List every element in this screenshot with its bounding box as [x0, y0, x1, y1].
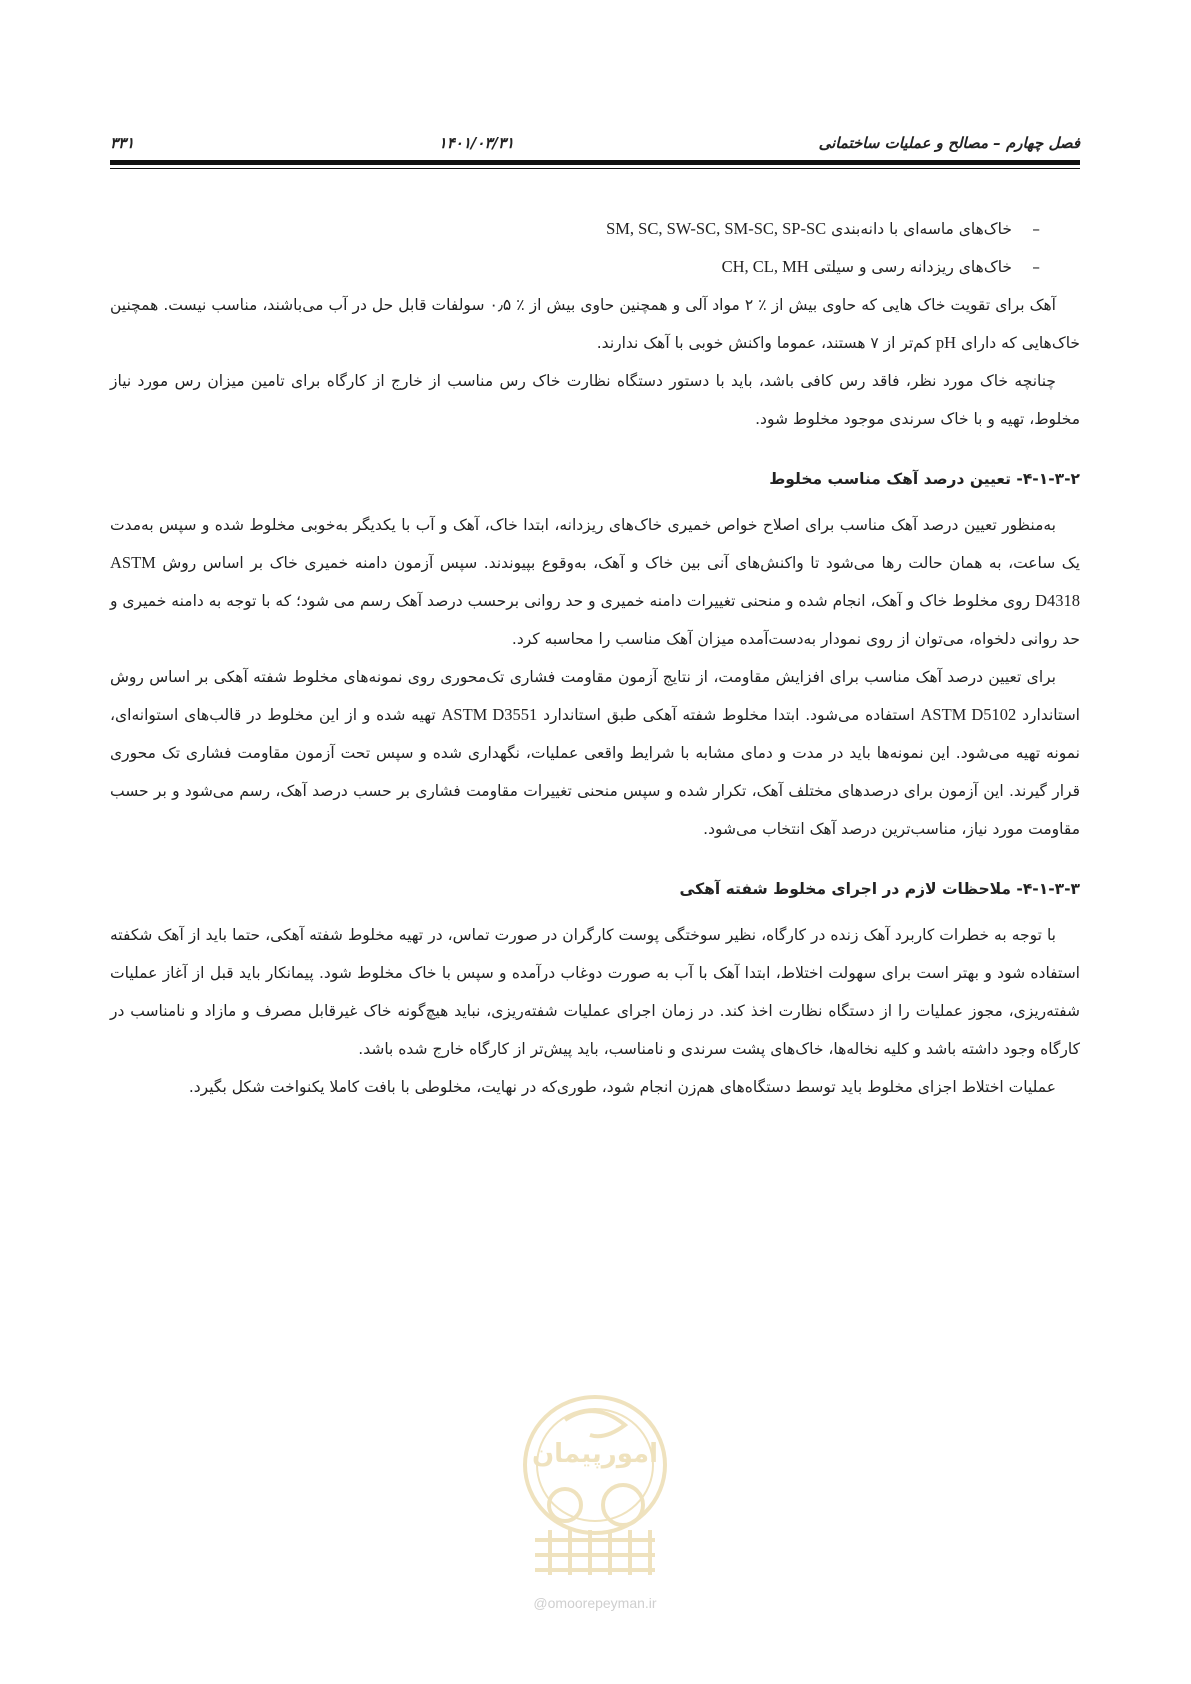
soil-codes: SM, SC, SW-SC, SM-SC, SP-SC	[606, 219, 827, 238]
paragraph	[110, 658, 1080, 848]
watermark-logo-icon	[495, 1380, 695, 1580]
page-date: ۱۴۰۱/۰۳/۳۱	[438, 134, 515, 152]
section-heading: ۴-۱-۳-۳- ملاحظات لازم در اجرای مخلوط شفته آهکی	[679, 880, 1080, 898]
paragraph-text: به‌منظور تعیین درصد آهک مناسب برای اصلاح خواص خمیری خاک‌های ریزدانه، ابتدا خاک، آهک و آب با یکدیگر به‌خوبی مخلوط شده و سپس به‌مدت یک ساعت، به همان حالت رها می‌شود تا واکنش‌های آنی بین خاک و آهک، به‌وقوع بپیوندند. سپس آزمون دامنه خمیری خاک بر اساس روش	[110, 516, 1080, 572]
paragraph	[110, 286, 1080, 362]
page-number: ۳۳۱	[110, 134, 135, 152]
watermark-url: @omoorepeyman.ir	[533, 1595, 657, 1611]
paragraph-text: تهیه شده و از این مخلوط در قالب‌های استوانه‌ای، نمونه تهیه می‌شود. این نمونه‌ها باید در مدت و دمای مشابه با شرایط واقعی عملیات، نگهداری شده و سپس تحت آزمون مقاومت فشاری تک محوری قرار گیرند. این آزمون برای درصدهای مختلف آهک، تکرار شده و سپس منحنی تغییرات مقاومت فشاری بر حسب درصد آهک، رسم می‌شود و بر حسب مقاومت مورد نیاز، مناسب‌ترین درصد آهک انتخاب می‌شود.	[110, 706, 1080, 838]
ph-term: pH	[935, 333, 957, 352]
list-item	[110, 248, 1080, 286]
paragraph-text: استفاده می‌شود. ابتدا مخلوط شفته آهکی طبق استاندارد	[543, 706, 915, 724]
soil-codes: CH, CL, MH	[721, 257, 809, 276]
paragraph-text: آهک برای تقویت خاک هایی که حاوی بیش از ٪ ۲ مواد آلی و همچنین حاوی بیش از ٪ ۰٫۵ سولفات‌ قابل حل در آب می‌باشند، مناسب نیست. همچنین خاک‌هایی که دارای	[110, 296, 1080, 352]
paragraph-text: کم‌تر از ۷ هستند، عموما واکنش خوبی با آهک ندارند.	[596, 334, 931, 352]
dash-bullet-icon: –	[1032, 258, 1040, 276]
paragraph	[110, 506, 1080, 658]
header-rule	[110, 160, 1080, 165]
paragraph-text: روی مخلوط خاک و آهک، انجام شده و منحنی تغییرات دامنه خمیری و حد روانی برحسب درصد آهک رسم می شود؛ که با توجه به دامنه خمیری و حد روانی دلخواه، می‌توان از روی نمودار به‌دست‌آمده میزان آهک مناسب را محاسبه کرد.	[110, 592, 1080, 648]
list-item-text: خاک‌های ماسه‌ای با دانه‌بندی	[831, 220, 1012, 238]
soil-type-list	[110, 210, 1080, 286]
paragraph: چنانچه خاک مورد نظر، فاقد رس کافی باشد، باید با دستور دستگاه نظارت خاک رس مناسب از خارج از کارگاه برای تامین میزان رس مورد نیاز مخلوط، تهیه و با خاک سرندی موجود مخلوط شود.	[110, 372, 1080, 428]
standard-code: ASTM D4318	[110, 553, 1080, 610]
watermark-brand: امورپیمان	[531, 1439, 659, 1469]
list-item	[110, 210, 1080, 248]
standard-code: ASTM D3551	[441, 705, 538, 724]
section-heading: ۴-۱-۳-۲- تعیین درصد آهک مناسب مخلوط	[769, 470, 1080, 488]
list-item-text: خاک‌های ریزدانه رسی و سیلتی	[813, 258, 1012, 276]
paragraph: با توجه به خطرات کاربرد آهک زنده در کارگاه، نظیر سوختگی پوست کارگران در صورت تماس، در تهیه مخلوط شفته آهکی، حتما باید از آهک شکفته استفاده شود و بهتر است برای سهولت اختلاط، ابتدا آهک با آب به صورت دوغاب درآمده و سپس با خاک مخلوط شود. پیمانکار باید قبل از آغاز عملیات شفته‌ریزی، مجوز عملیات را از دستگاه نظارت اخذ کند. در زمان اجرای عملیات شفته‌ریزی، نباید هیچ‌گونه خاک غیرقابل مصرف و مازاد و نامناسب در کارگاه وجود داشته باشد و کلیه نخاله‌ها، خاک‌های پشت سرندی و نامناسب، باید پیش‌تر از کارگاه خارج شده باشد.	[110, 926, 1080, 1058]
document-body	[110, 210, 1080, 1106]
chapter-title: فصل چهارم – مصالح و عملیات ساختمانی	[818, 134, 1080, 152]
dash-bullet-icon: –	[1032, 220, 1040, 238]
header-rule-thin	[110, 168, 1080, 169]
paragraph-text: برای تعیین درصد آهک مناسب برای افزایش مقاومت، از نتایج آزمون مقاومت فشاری تک‌محوری روی نمونه‌های مخلوط شفته آهکی بر اساس روش استاندارد	[110, 668, 1080, 724]
paragraph: عملیات اختلاط اجزای مخلوط باید توسط دستگاه‌های هم‌زن انجام شود، طوری‌که در نهایت، مخلوطی با بافت کاملا یکنواخت شکل بگیرد.	[188, 1078, 1056, 1096]
page-header	[110, 128, 1080, 158]
standard-code: ASTM D5102	[920, 705, 1017, 724]
